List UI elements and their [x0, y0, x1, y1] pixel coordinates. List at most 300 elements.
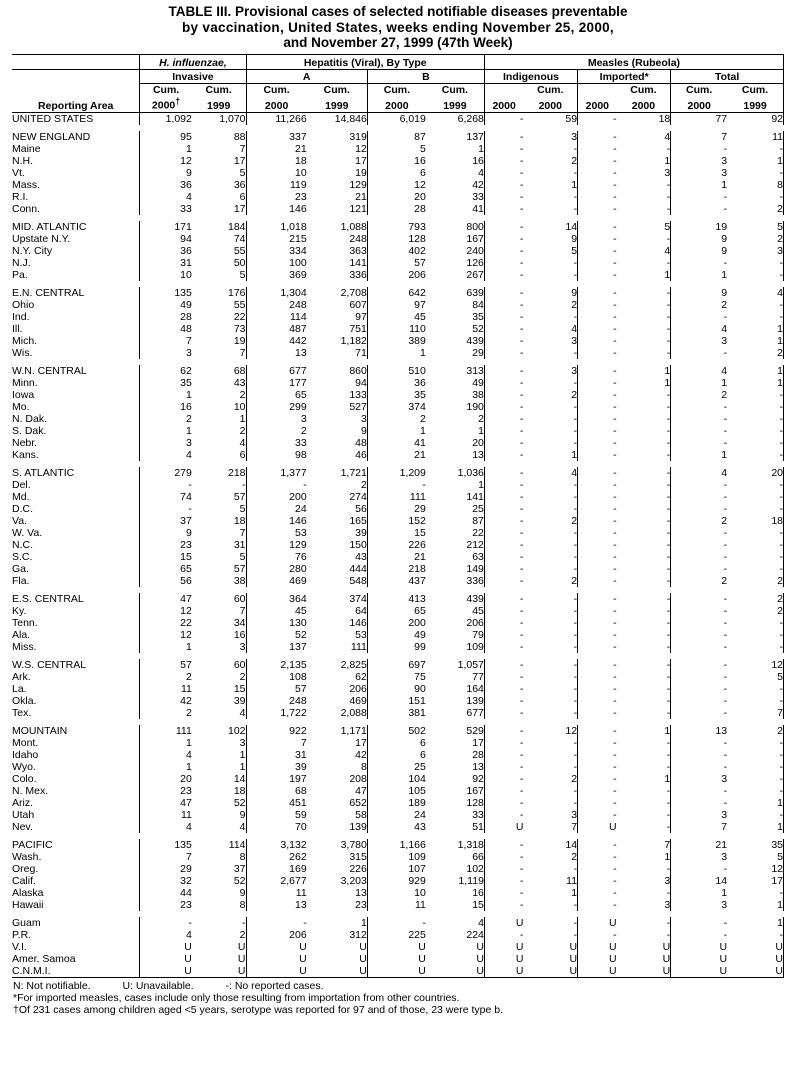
- row-value-cell: 73: [233, 322, 246, 335]
- row-value-cell: 133: [349, 388, 367, 401]
- row-value-cell: -: [727, 629, 783, 641]
- table-row: [12, 449, 784, 461]
- row-value-cell: -: [671, 761, 727, 773]
- row-value-cell: 1: [671, 449, 727, 461]
- row-value-cell: 63: [472, 550, 484, 563]
- row-value-cell: 36: [140, 245, 192, 257]
- row-value-cell: 2: [671, 575, 727, 587]
- row-value-cell: -: [484, 437, 523, 449]
- row-value-cell: 8: [239, 898, 246, 911]
- row-value-cell: -: [484, 167, 523, 179]
- row-value-cell: -: [578, 287, 617, 299]
- header-cum-6: Cum.: [441, 84, 468, 96]
- row-value-cell: -: [484, 155, 523, 167]
- row-value-cell: 94: [355, 376, 367, 389]
- row-value-cell: 5: [727, 671, 783, 683]
- row-value-cell: 1,304: [246, 287, 307, 299]
- header-cum-7: Cum.: [537, 84, 564, 96]
- row-value-cell: 23: [140, 785, 192, 797]
- row-value-cell: -: [671, 539, 727, 551]
- row-value-cell: 108: [246, 671, 307, 683]
- row-value-cell: -: [578, 112, 617, 125]
- row-area-label: C.N.M.I.: [12, 964, 51, 977]
- row-value-cell: -: [671, 401, 727, 413]
- row-value-cell: 1,018: [246, 221, 307, 233]
- row-value-cell: U: [484, 953, 523, 965]
- row-value-cell: 57: [233, 562, 246, 575]
- row-value-cell: 226: [367, 539, 426, 551]
- row-value-cell: 51: [472, 820, 484, 833]
- row-value-cell: 12: [140, 155, 192, 167]
- row-value-cell: 1: [727, 155, 783, 167]
- row-value-cell: 53: [246, 527, 307, 539]
- row-value-cell: 2,677: [246, 875, 307, 887]
- row-value-cell: 177: [246, 377, 307, 389]
- row-value-cell: -: [578, 203, 617, 215]
- table-row: [12, 245, 784, 257]
- row-value-cell: -: [578, 311, 617, 323]
- row-value-cell: -: [727, 449, 783, 461]
- row-value-cell: -: [484, 539, 523, 551]
- row-value-cell: -: [671, 347, 727, 359]
- row-value-cell: 2: [571, 850, 578, 863]
- row-value-cell: 369: [246, 269, 307, 281]
- row-value-cell: -: [573, 616, 578, 629]
- row-value-cell: 25: [472, 502, 484, 515]
- row-value-cell: -: [573, 670, 578, 683]
- row-value-cell: 2,088: [340, 706, 367, 719]
- row-value-cell: 56: [140, 575, 192, 587]
- row-value-cell: -: [666, 478, 671, 491]
- row-value-cell: 336: [466, 574, 484, 587]
- table-row: [12, 593, 784, 605]
- table-row: [12, 953, 784, 965]
- row-value-cell: -: [727, 551, 783, 563]
- row-value-cell: -: [484, 112, 523, 125]
- table-row: [12, 683, 784, 695]
- row-area-label: Ill.: [12, 322, 23, 335]
- row-area-label: Ariz.: [12, 796, 33, 809]
- row-value-cell: -: [671, 491, 727, 503]
- table-row: [12, 401, 784, 413]
- row-area-label: Amer. Samoa: [12, 952, 76, 965]
- table-row: [12, 179, 784, 191]
- row-value-cell: -: [578, 659, 617, 671]
- row-value-cell: -: [573, 490, 578, 503]
- row-value-cell: -: [578, 257, 617, 269]
- row-value-cell: 2: [671, 515, 727, 527]
- row-value-cell: 35: [727, 839, 783, 851]
- row-value-cell: 9: [140, 167, 192, 179]
- row-value-cell: -: [573, 166, 578, 179]
- row-value-cell: 548: [349, 574, 367, 587]
- row-area-label: Ind.: [12, 310, 30, 323]
- row-value-cell: 642: [367, 287, 426, 299]
- row-value-cell: 1: [367, 425, 426, 437]
- row-value-cell: 12: [367, 179, 426, 191]
- row-value-cell: 4: [239, 820, 246, 833]
- row-value-cell: 18: [233, 784, 246, 797]
- row-value-cell: 6: [367, 167, 426, 179]
- header-hep-b: B: [367, 69, 484, 83]
- row-value-cell: 2: [571, 298, 578, 311]
- row-value-cell: -: [484, 221, 523, 233]
- row-value-cell: 451: [246, 797, 307, 809]
- row-value-cell: U: [727, 965, 783, 977]
- row-value-cell: -: [573, 526, 578, 539]
- row-value-cell: 2: [239, 424, 246, 437]
- row-value-cell: 7: [239, 346, 246, 359]
- row-value-cell: -: [484, 575, 523, 587]
- row-value-cell: -: [727, 491, 783, 503]
- row-value-cell: 413: [367, 593, 426, 605]
- table-row: [12, 112, 784, 125]
- row-value-cell: 1: [140, 641, 192, 653]
- row-value-cell: -: [484, 413, 523, 425]
- row-value-cell: 1: [140, 143, 192, 155]
- row-value-cell: -: [666, 514, 671, 527]
- row-value-cell: 437: [367, 575, 426, 587]
- row-value-cell: 12: [140, 629, 192, 641]
- row-value-cell: -: [666, 190, 671, 203]
- row-value-cell: -: [484, 887, 523, 899]
- row-value-cell: 1: [571, 886, 578, 899]
- row-value-cell: -: [727, 563, 783, 575]
- row-value-cell: 98: [246, 449, 307, 461]
- row-value-cell: U: [140, 965, 192, 977]
- row-value-cell: -: [666, 424, 671, 437]
- row-value-cell: -: [484, 851, 523, 863]
- row-value-cell: 800: [466, 220, 484, 233]
- header-hepa-1999: 1999: [307, 96, 368, 112]
- row-value-cell: 374: [349, 592, 367, 605]
- row-value-cell: -: [484, 233, 523, 245]
- header-measles-imp-year-blank: [578, 83, 617, 96]
- row-value-cell: -: [578, 401, 617, 413]
- row-value-cell: 3: [671, 773, 727, 785]
- row-value-cell: -: [484, 245, 523, 257]
- row-value-cell: 31: [140, 257, 192, 269]
- row-value-cell: -: [671, 629, 727, 641]
- row-value-cell: 49: [472, 376, 484, 389]
- row-value-cell: -: [727, 413, 783, 425]
- row-value-cell: -: [671, 551, 727, 563]
- row-value-cell: 74: [233, 232, 246, 245]
- row-value-cell: -: [578, 797, 617, 809]
- row-value-cell: 1: [239, 412, 246, 425]
- row-area-label: NEW ENGLAND: [12, 130, 91, 143]
- row-value-cell: -: [671, 671, 727, 683]
- row-value-cell: U: [484, 917, 523, 929]
- row-value-cell: 334: [246, 245, 307, 257]
- row-value-cell: 2: [246, 425, 307, 437]
- row-value-cell: -: [484, 659, 523, 671]
- row-value-cell: 71: [355, 346, 367, 359]
- row-area-label: W.S. CENTRAL: [12, 658, 87, 671]
- row-value-cell: 171: [140, 221, 192, 233]
- row-value-cell: -: [484, 365, 523, 377]
- row-value-cell: 114: [228, 838, 246, 851]
- row-value-cell: -: [666, 796, 671, 809]
- row-value-cell: 208: [349, 772, 367, 785]
- row-value-cell: -: [578, 179, 617, 191]
- row-value-cell: -: [578, 629, 617, 641]
- row-value-cell: 1: [140, 761, 192, 773]
- row-value-cell: 677: [466, 706, 484, 719]
- row-value-cell: 38: [472, 388, 484, 401]
- table-row: [12, 785, 784, 797]
- row-value-cell: -: [140, 917, 192, 929]
- row-value-cell: 469: [349, 694, 367, 707]
- row-value-cell: 52: [246, 629, 307, 641]
- row-value-cell: 7: [246, 737, 307, 749]
- row-value-cell: U: [140, 941, 192, 953]
- row-value-cell: -: [666, 694, 671, 707]
- row-value-cell: 39: [246, 761, 307, 773]
- row-value-cell: -: [727, 299, 783, 311]
- row-value-cell: 224: [466, 928, 484, 941]
- row-value-cell: -: [666, 502, 671, 515]
- table-row: [12, 605, 784, 617]
- row-value-cell: 14: [565, 838, 578, 851]
- row-value-cell: 336: [349, 268, 367, 281]
- row-value-cell: -: [666, 550, 671, 563]
- row-value-cell: -: [573, 682, 578, 695]
- row-value-cell: 35: [367, 389, 426, 401]
- row-value-cell: -: [727, 617, 783, 629]
- table-row: [12, 725, 784, 737]
- row-value-cell: 1,182: [340, 334, 367, 347]
- row-value-cell: U: [367, 965, 426, 977]
- row-value-cell: U: [237, 940, 246, 953]
- row-value-cell: 1: [664, 364, 671, 377]
- row-area-label: W. Va.: [12, 526, 43, 539]
- table-row: [12, 809, 784, 821]
- row-value-cell: -: [671, 659, 727, 671]
- row-value-cell: 45: [367, 311, 426, 323]
- row-value-cell: 7: [727, 707, 783, 719]
- row-value-cell: 1: [140, 737, 192, 749]
- row-value-cell: 146: [349, 616, 367, 629]
- row-value-cell: 45: [472, 604, 484, 617]
- row-value-cell: U: [671, 965, 727, 977]
- row-value-cell: -: [578, 437, 617, 449]
- header-measles: Measles (Rubeola): [484, 54, 783, 69]
- row-value-cell: 33: [472, 190, 484, 203]
- row-value-cell: -: [573, 604, 578, 617]
- row-value-cell: -: [666, 640, 671, 653]
- table-row: [12, 851, 784, 863]
- row-value-cell: -: [578, 347, 617, 359]
- row-value-cell: 6: [239, 448, 246, 461]
- row-value-cell: 4: [140, 821, 192, 833]
- row-area-label: Hawaii: [12, 898, 44, 911]
- row-value-cell: 11: [367, 899, 426, 911]
- row-value-cell: -: [484, 737, 523, 749]
- row-value-cell: 97: [355, 310, 367, 323]
- row-value-cell: U: [671, 953, 727, 965]
- row-value-cell: 2: [571, 574, 578, 587]
- row-value-cell: 1,318: [457, 838, 484, 851]
- row-value-cell: -: [727, 761, 783, 773]
- table-row: [12, 515, 784, 527]
- table-row: [12, 749, 784, 761]
- row-value-cell: -: [666, 574, 671, 587]
- row-value-cell: 16: [367, 155, 426, 167]
- row-value-cell: 22: [472, 526, 484, 539]
- row-value-cell: 15: [140, 551, 192, 563]
- row-value-cell: -: [573, 706, 578, 719]
- table-row: [12, 377, 784, 389]
- row-value-cell: 2: [571, 388, 578, 401]
- footnotes: [11, 978, 785, 1016]
- row-value-cell: -: [578, 155, 617, 167]
- row-value-cell: 6,019: [367, 112, 426, 125]
- row-value-cell: 4: [239, 706, 246, 719]
- row-value-cell: U: [246, 965, 307, 977]
- row-value-cell: 3: [671, 809, 727, 821]
- row-value-cell: -: [484, 335, 523, 347]
- row-value-cell: 3: [664, 874, 671, 887]
- row-value-cell: -: [671, 641, 727, 653]
- row-area-label: PACIFIC: [12, 838, 53, 851]
- row-value-cell: 7: [140, 335, 192, 347]
- row-value-cell: U: [237, 964, 246, 977]
- row-value-cell: 793: [367, 221, 426, 233]
- row-value-cell: 3: [571, 130, 578, 143]
- row-value-cell: -: [727, 269, 783, 281]
- row-value-cell: -: [484, 449, 523, 461]
- row-value-cell: -: [727, 191, 783, 203]
- row-value-cell: 1: [478, 142, 484, 155]
- row-value-cell: 92: [727, 112, 783, 125]
- row-value-cell: -: [484, 323, 523, 335]
- row-value-cell: 206: [349, 682, 367, 695]
- row-area-label: Wis.: [12, 346, 33, 359]
- row-value-cell: 21: [367, 449, 426, 461]
- row-area-label: N.C.: [12, 538, 33, 551]
- row-value-cell: 3: [671, 167, 727, 179]
- header-hi-1999: 1999: [192, 96, 246, 112]
- row-value-cell: 1: [727, 797, 783, 809]
- row-value-cell: -: [666, 820, 671, 833]
- row-value-cell: -: [666, 658, 671, 671]
- row-value-cell: 2: [671, 299, 727, 311]
- header-ind-cum-2000: 2000: [523, 96, 577, 112]
- row-value-cell: -: [578, 563, 617, 575]
- row-value-cell: -: [484, 401, 523, 413]
- row-value-cell: 152: [367, 515, 426, 527]
- row-value-cell: 3: [571, 808, 578, 821]
- row-value-cell: 751: [349, 322, 367, 335]
- row-area-label: P.R.: [12, 928, 32, 941]
- row-area-label: N.H.: [12, 154, 33, 167]
- table-row: [12, 695, 784, 707]
- row-value-cell: 102: [466, 862, 484, 875]
- row-value-cell: -: [666, 412, 671, 425]
- footnote-unavailable: U: Unavailable.: [122, 979, 194, 992]
- row-value-cell: -: [578, 365, 617, 377]
- row-value-cell: 248: [246, 695, 307, 707]
- row-area-label: S.C.: [12, 550, 33, 563]
- row-value-cell: -: [578, 143, 617, 155]
- header-tot-2000: 2000: [671, 96, 727, 112]
- table-row: [12, 575, 784, 587]
- row-value-cell: -: [484, 551, 523, 563]
- row-value-cell: 4: [478, 166, 484, 179]
- row-area-label: Va.: [12, 514, 27, 527]
- row-value-cell: -: [573, 592, 578, 605]
- row-value-cell: -: [578, 167, 617, 179]
- row-value-cell: 95: [140, 131, 192, 143]
- row-value-cell: -: [727, 527, 783, 539]
- row-value-cell: -: [573, 190, 578, 203]
- row-value-cell: 5: [571, 244, 578, 257]
- header-blank-corner: [12, 54, 140, 69]
- row-value-cell: U: [359, 952, 367, 965]
- row-area-label: Alaska: [12, 886, 44, 899]
- row-area-label: E.S. CENTRAL: [12, 592, 84, 605]
- row-value-cell: 7: [239, 142, 246, 155]
- row-value-cell: 16: [233, 628, 246, 641]
- row-value-cell: 5: [239, 550, 246, 563]
- header-cum-2: Cum.: [205, 84, 232, 96]
- row-value-cell: 28: [367, 203, 426, 215]
- row-value-cell: -: [578, 617, 617, 629]
- row-value-cell: 4: [671, 323, 727, 335]
- row-area-label: Mich.: [12, 334, 38, 347]
- row-value-cell: U: [237, 952, 246, 965]
- row-value-cell: -: [578, 491, 617, 503]
- row-value-cell: -: [573, 640, 578, 653]
- row-value-cell: 7: [664, 838, 671, 851]
- row-value-cell: U: [569, 952, 578, 965]
- row-value-cell: -: [484, 629, 523, 641]
- row-value-cell: -: [671, 143, 727, 155]
- row-value-cell: -: [666, 466, 671, 479]
- row-value-cell: 4: [140, 749, 192, 761]
- table-row: [12, 311, 784, 323]
- row-value-cell: 529: [466, 724, 484, 737]
- row-value-cell: 3: [671, 851, 727, 863]
- row-value-cell: 128: [367, 233, 426, 245]
- row-value-cell: 2: [727, 347, 783, 359]
- row-value-cell: 14: [233, 772, 246, 785]
- row-value-cell: 11: [140, 683, 192, 695]
- row-value-cell: 90: [367, 683, 426, 695]
- row-value-cell: 240: [466, 244, 484, 257]
- table-row: [12, 797, 784, 809]
- row-area-label: Nev.: [12, 820, 33, 833]
- row-value-cell: 3: [664, 898, 671, 911]
- row-value-cell: -: [578, 749, 617, 761]
- row-value-cell: 79: [472, 628, 484, 641]
- row-value-cell: 42: [355, 748, 367, 761]
- row-value-cell: 17: [355, 154, 367, 167]
- row-area-label: Ala.: [12, 628, 31, 641]
- header-cum-3: Cum.: [246, 83, 307, 96]
- row-value-cell: 3: [246, 413, 307, 425]
- row-value-cell: 28: [472, 748, 484, 761]
- header-h-influenzae: H. influenzae,: [140, 54, 246, 69]
- row-value-cell: 7: [671, 821, 727, 833]
- row-value-cell: -: [666, 538, 671, 551]
- table-row: [12, 503, 784, 515]
- row-value-cell: U: [671, 941, 727, 953]
- row-value-cell: -: [671, 311, 727, 323]
- row-value-cell: -: [666, 928, 671, 941]
- row-area-label: Wash.: [12, 850, 42, 863]
